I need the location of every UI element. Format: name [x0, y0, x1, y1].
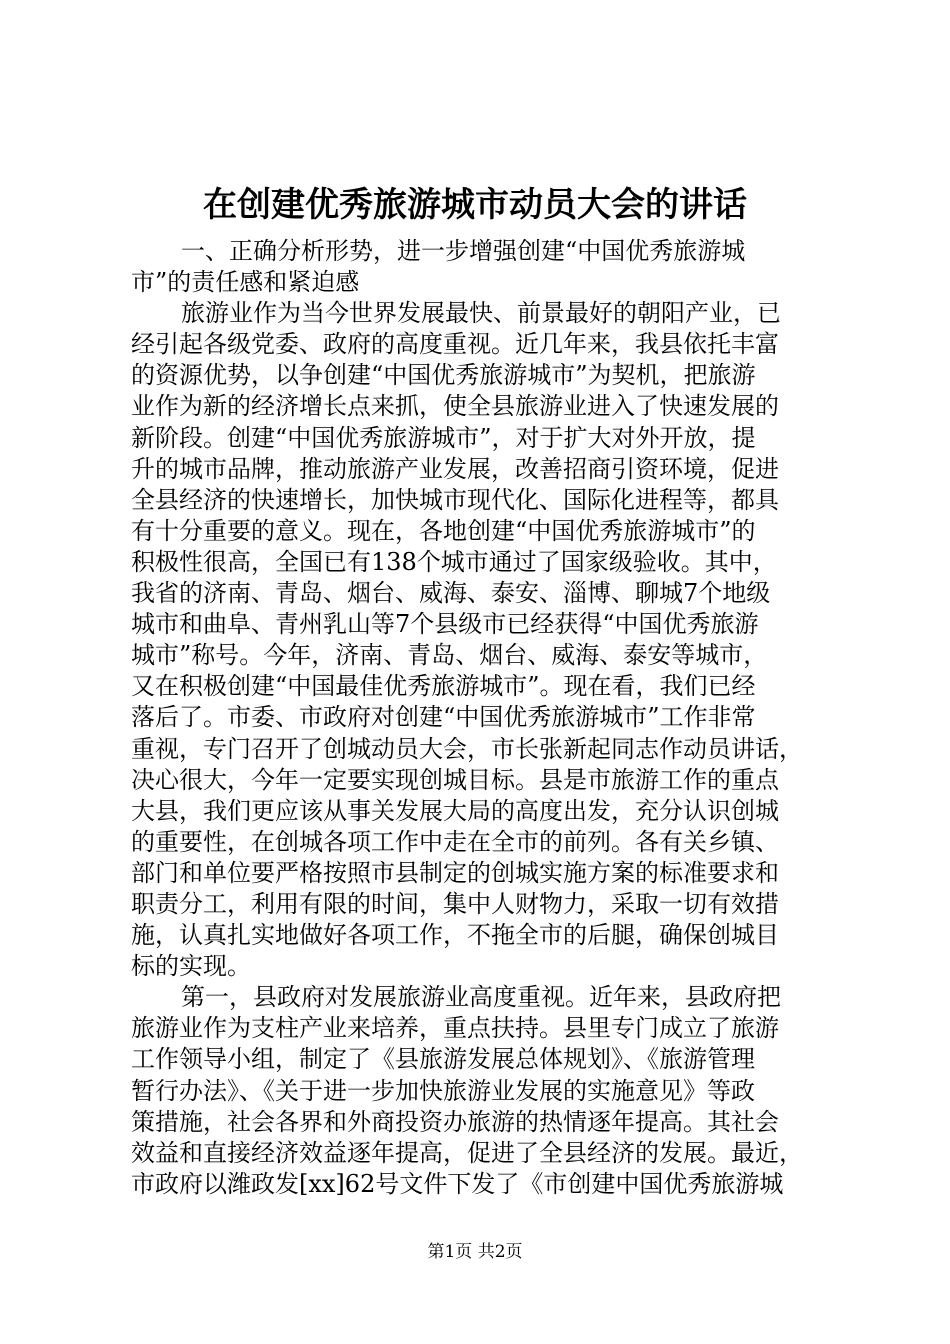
text-line: 策措施，社会各界和外商投资办旅游的热情逐年提高。其社会	[131, 1107, 779, 1136]
text-line: 全县经济的快速增长，加快城市现代化、国际化进程等，都具	[131, 485, 779, 514]
text-line: 经引起各级党委、政府的高度重视。近几年来，我县依托丰富	[131, 330, 779, 359]
text-line: 职责分工，利用有限的时间，集中人财物力，采取一切有效措	[131, 889, 779, 918]
page-footer: 第1页 共2页	[427, 1242, 523, 1262]
text-line: 市”的责任感和紧迫感	[131, 268, 360, 297]
text-line: 落后了。市委、市政府对创建“中国优秀旅游城市”工作非常	[131, 703, 756, 732]
text-line: 城市”称号。今年，济南、青岛、烟台、威海、泰安等城市，	[131, 641, 768, 670]
text-line: 重视，专门召开了创城动员大会，市长张新起同志作动员讲话，	[131, 734, 803, 763]
text-line: 效益和直接经济效益逐年提高，促进了全县经济的发展。最近，	[131, 1138, 803, 1167]
text-line: 的重要性，在创城各项工作中走在全市的前列。各有关乡镇、	[131, 827, 779, 856]
paragraph	[131, 298, 831, 982]
document-title: 在创建优秀旅游城市动员大会的讲话	[203, 185, 747, 225]
text-line: 又在积极创建“中国最佳优秀旅游城市”。现在看，我们已经	[131, 672, 756, 701]
text-line: 旅游业作为当今世界发展最快、前景最好的朝阳产业，已	[181, 299, 781, 328]
text-line: 施，认真扎实地做好各项工作，不拖全市的后腿，确保创城目	[131, 921, 779, 950]
text-line: 工作领导小组，制定了《县旅游发展总体规划》、《旅游管理	[131, 1045, 755, 1074]
document-body	[131, 236, 831, 1200]
text-line: 城市和曲阜、青州乳山等7个县级市已经获得“中国优秀旅游	[131, 610, 759, 639]
paragraph	[131, 982, 831, 1200]
text-line: 新阶段。创建“中国优秀旅游城市”，对于扩大对外开放，提	[131, 423, 756, 452]
text-line: 部门和单位要严格按照市县制定的创城实施方案的标准要求和	[131, 858, 779, 887]
text-line: 暂行办法》、《关于进一步加快旅游业发展的实施意见》等政	[131, 1076, 755, 1105]
text-line: 旅游业作为支柱产业来培养，重点扶持。县里专门成立了旅游	[131, 1014, 779, 1043]
text-line: 有十分重要的意义。现在，各地创建“中国优秀旅游城市”的	[131, 516, 756, 545]
text-line: 一、正确分析形势，进一步增强创建“中国优秀旅游城	[181, 237, 746, 265]
paragraph	[131, 236, 831, 298]
text-line: 积极性很高，全国已有138个城市通过了国家级验收。其中，	[131, 547, 777, 576]
text-line: 我省的济南、青岛、烟台、威海、泰安、淄博、聊城7个地级	[131, 579, 771, 608]
text-line: 决心很大，今年一定要实现创城目标。县是市旅游工作的重点	[131, 765, 779, 794]
text-line: 大县，我们更应该从事关发展大局的高度出发，充分认识创城	[131, 796, 779, 825]
text-line: 标的实现。	[131, 952, 251, 981]
text-line: 第一，县政府对发展旅游业高度重视。近年来，县政府把	[181, 983, 781, 1012]
text-line: 市政府以潍政发[xx]62号文件下发了《市创建中国优秀旅游城	[131, 1169, 784, 1198]
text-line: 业作为新的经济增长点来抓，使全县旅游业进入了快速发展的	[131, 392, 779, 421]
text-line: 的资源优势，以争创建“中国优秀旅游城市”为契机，把旅游	[131, 361, 756, 390]
text-line: 升的城市品牌，推动旅游产业发展，改善招商引资环境，促进	[131, 454, 779, 483]
